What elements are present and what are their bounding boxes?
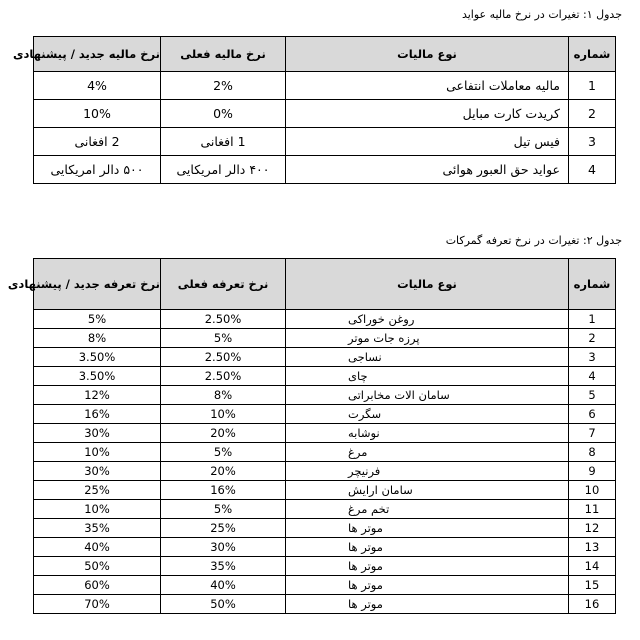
tax-type-cell: موتر ها: [286, 576, 569, 595]
current-rate-cell: 20%: [161, 462, 286, 481]
new-rate-cell: 50%: [34, 557, 161, 576]
row-number: 9: [569, 462, 616, 481]
new-rate-cell: 3.50%: [34, 348, 161, 367]
tax-type-cell: فرنیچر: [286, 462, 569, 481]
tax-type-cell: موتر ها: [286, 557, 569, 576]
new-rate-cell: 3.50%: [34, 367, 161, 386]
customs-tariff-rates-table: [7, 258, 616, 614]
table-header-row: [34, 37, 616, 72]
tax-type-cell: نوشابه: [286, 424, 569, 443]
current-rate-cell: 40%: [161, 576, 286, 595]
current-rate-cell: 2.50%: [161, 367, 286, 386]
header-new-rate: نرخ مالیه جدید / پیشنهادی: [34, 37, 161, 72]
tax-type-cell: موتر ها: [286, 519, 569, 538]
new-rate-cell: 2 افغانی: [34, 128, 161, 156]
row-number: 4: [569, 367, 616, 386]
table-row: [34, 424, 616, 443]
table-row: [34, 462, 616, 481]
current-rate-cell: 20%: [161, 424, 286, 443]
tax-type-cell: فیس تیل: [286, 128, 569, 156]
current-rate-cell: 25%: [161, 519, 286, 538]
tax-type-cell: موتر ها: [286, 595, 569, 614]
tax-type-cell: موتر ها: [286, 538, 569, 557]
new-rate-cell: ۵۰۰ دالر امریکایی: [34, 156, 161, 184]
table-header-row: [34, 259, 616, 310]
new-rate-cell: 40%: [34, 538, 161, 557]
row-number: 3: [569, 348, 616, 367]
current-rate-cell: 30%: [161, 538, 286, 557]
tax-type-cell: سگرت: [286, 405, 569, 424]
header-current-rate: نرخ تعرفه فعلی: [161, 259, 286, 310]
row-number: 2: [569, 100, 616, 128]
row-number: 1: [569, 72, 616, 100]
current-rate-cell: 5%: [161, 443, 286, 462]
header-tax-type: نوع مالیات: [286, 37, 569, 72]
current-rate-cell: 5%: [161, 329, 286, 348]
table2-caption: جدول ۲: تغیرات در نرخ تعرفه گمرکات: [445, 234, 622, 247]
row-number: 3: [569, 128, 616, 156]
current-rate-cell: 50%: [161, 595, 286, 614]
table-row: [34, 538, 616, 557]
header-tax-type: نوع مالیات: [286, 259, 569, 310]
new-rate-cell: 70%: [34, 595, 161, 614]
row-number: 5: [569, 386, 616, 405]
row-number: 1: [569, 310, 616, 329]
row-number: 2: [569, 329, 616, 348]
current-rate-cell: 2.50%: [161, 348, 286, 367]
current-rate-cell: 2.50%: [161, 310, 286, 329]
current-rate-cell: 8%: [161, 386, 286, 405]
current-rate-cell: 0%: [161, 100, 286, 128]
new-rate-cell: 25%: [34, 481, 161, 500]
row-number: 13: [569, 538, 616, 557]
table-row: [34, 481, 616, 500]
tax-type-cell: روغن خوراکی: [286, 310, 569, 329]
new-rate-cell: 30%: [34, 462, 161, 481]
income-tax-rates-table: [12, 36, 616, 184]
table-row: [34, 386, 616, 405]
table-row: [34, 348, 616, 367]
row-number: 6: [569, 405, 616, 424]
tax-type-cell: پرزه جات موتر: [286, 329, 569, 348]
tax-type-cell: چای: [286, 367, 569, 386]
current-rate-cell: 2%: [161, 72, 286, 100]
new-rate-cell: 5%: [34, 310, 161, 329]
current-rate-cell: 1 افغانی: [161, 128, 286, 156]
row-number: 4: [569, 156, 616, 184]
row-number: 10: [569, 481, 616, 500]
header-new-rate: نرخ تعرفه جدید / پیشنهادی: [34, 259, 161, 310]
tax-type-cell: عواید حق العبور هوائی: [286, 156, 569, 184]
new-rate-cell: 10%: [34, 443, 161, 462]
table1-caption: جدول ۱: تغیرات در نرخ مالیه عواید: [461, 8, 622, 21]
table-row: [34, 72, 616, 100]
new-rate-cell: 60%: [34, 576, 161, 595]
row-number: 8: [569, 443, 616, 462]
tax-type-cell: کریدت کارت مبایل: [286, 100, 569, 128]
row-number: 12: [569, 519, 616, 538]
new-rate-cell: 30%: [34, 424, 161, 443]
tax-type-cell: مالیه معاملات انتفاعی: [286, 72, 569, 100]
table-row: [34, 405, 616, 424]
current-rate-cell: ۴۰۰ دالر امریکایی: [161, 156, 286, 184]
table-row: [34, 156, 616, 184]
table-row: [34, 500, 616, 519]
current-rate-cell: 10%: [161, 405, 286, 424]
row-number: 15: [569, 576, 616, 595]
new-rate-cell: 16%: [34, 405, 161, 424]
tax-type-cell: تخم مرغ: [286, 500, 569, 519]
tax-type-cell: سامان ارایش: [286, 481, 569, 500]
row-number: 11: [569, 500, 616, 519]
table-row: [34, 443, 616, 462]
row-number: 14: [569, 557, 616, 576]
new-rate-cell: 12%: [34, 386, 161, 405]
table-row: [34, 367, 616, 386]
new-rate-cell: 8%: [34, 329, 161, 348]
tax-type-cell: سامان الات مخابراتی: [286, 386, 569, 405]
header-number: شماره: [569, 37, 616, 72]
table-row: [34, 557, 616, 576]
new-rate-cell: 10%: [34, 500, 161, 519]
new-rate-cell: 35%: [34, 519, 161, 538]
table-row: [34, 519, 616, 538]
row-number: 7: [569, 424, 616, 443]
current-rate-cell: 5%: [161, 500, 286, 519]
current-rate-cell: 16%: [161, 481, 286, 500]
tax-type-cell: مرغ: [286, 443, 569, 462]
table-row: [34, 329, 616, 348]
table-row: [34, 100, 616, 128]
table-row: [34, 128, 616, 156]
header-number: شماره: [569, 259, 616, 310]
table-row: [34, 595, 616, 614]
new-rate-cell: 10%: [34, 100, 161, 128]
table-row: [34, 310, 616, 329]
row-number: 16: [569, 595, 616, 614]
table-row: [34, 576, 616, 595]
tax-type-cell: نساجی: [286, 348, 569, 367]
current-rate-cell: 35%: [161, 557, 286, 576]
new-rate-cell: 4%: [34, 72, 161, 100]
header-current-rate: نرخ مالیه فعلی: [161, 37, 286, 72]
